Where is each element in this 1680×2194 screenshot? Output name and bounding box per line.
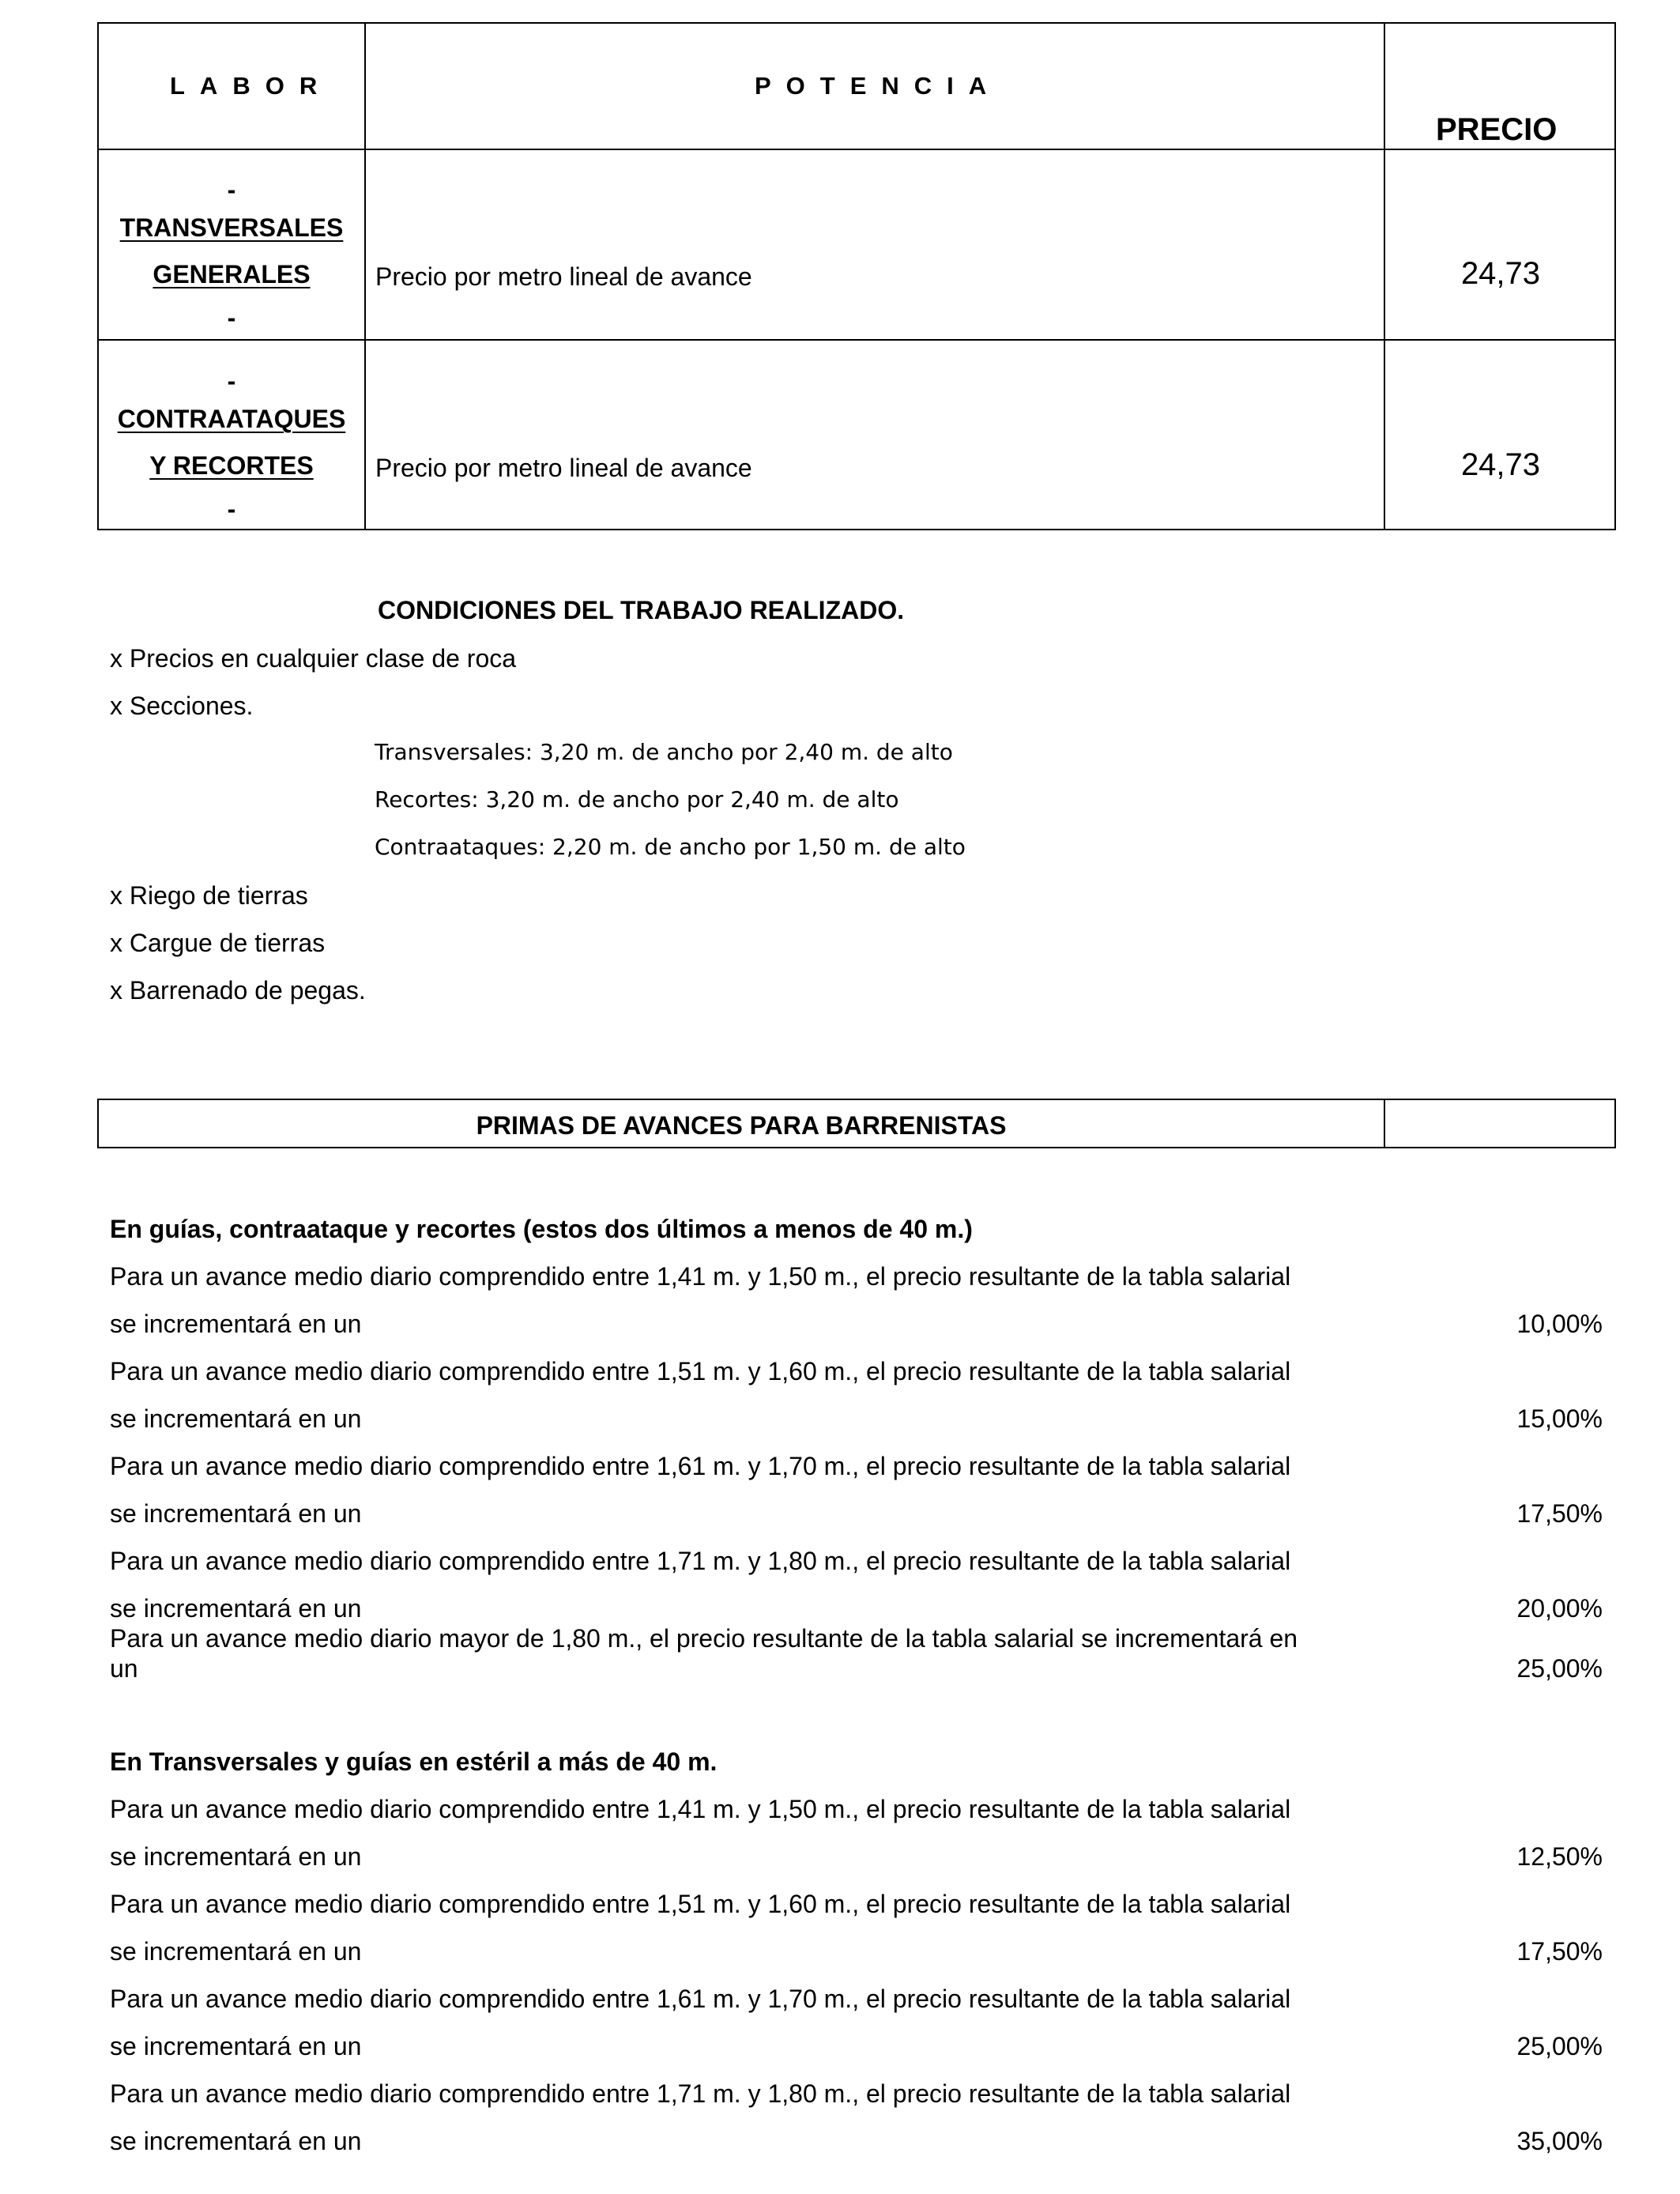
entry-percentage: 35,00% [1516,2127,1603,2155]
conditions-title: CONDICIONES DEL TRABAJO REALIZADO. [378,596,905,624]
group-heading: En guías, contraataque y recortes (estos dos últimos a menos de 40 m.) [110,1215,973,1243]
labor-name: TRANSVERSALES [119,213,344,242]
entry-line: se incrementará en un [110,1842,362,1871]
row-divider [99,339,1614,341]
dash: - [227,495,236,523]
primas-table [97,1099,1616,1148]
row-description: Precio por metro lineal de avance [375,454,752,482]
entry-percentage: 12,50% [1516,1842,1603,1871]
group-heading: En Transversales y guías en estéril a más de 40 m. [110,1747,718,1776]
entry-percentage: 20,00% [1516,1594,1603,1623]
labor-name: Y RECORTES [149,451,314,480]
entry-line: Para un avance medio diario comprendido entre 1,41 m. y 1,50 m., el precio resultante de la tabla salarial [110,1795,1291,1823]
entry-percentage: 25,00% [1516,1654,1603,1683]
section-spec: Transversales: 3,20 m. de ancho por 2,40 m. de alto [375,739,953,765]
header-labor: LABOR [170,72,333,100]
entry-percentage: 17,50% [1516,1937,1603,1966]
entry-line: Para un avance medio diario comprendido entre 1,51 m. y 1,60 m., el precio resultante de la tabla salarial [110,1890,1291,1918]
entry-line: se incrementará en un [110,2032,362,2060]
labor-cell [99,367,364,525]
conditions-item: x Riego de tierras [110,881,308,910]
section-spec: Recortes: 3,20 m. de ancho por 2,40 m. de alto [375,786,899,812]
column-divider [364,24,366,529]
entry-line: se incrementará en un [110,1937,362,1966]
entry-percentage: 15,00% [1516,1404,1603,1433]
dash: - [227,367,236,395]
price-table [97,22,1616,530]
conditions-item: x Precios en cualquier clase de roca [110,644,517,673]
labor-name: CONTRAATAQUES [117,405,346,433]
entry-line: se incrementará en un [110,1594,362,1623]
entry-line: Para un avance medio diario comprendido entre 1,61 m. y 1,70 m., el precio resultante de la tabla salarial [110,1452,1291,1480]
entry-line: se incrementará en un [110,1499,362,1528]
row-price: 24,73 [1460,447,1541,482]
dash: - [227,175,236,204]
column-divider [1384,1100,1385,1147]
entry-line: Para un avance medio diario comprendido entre 1,41 m. y 1,50 m., el precio resultante de la tabla salarial [110,1262,1291,1291]
row-divider [99,149,1614,150]
primas-title: PRIMAS DE AVANCES PARA BARRENISTAS [476,1111,1007,1140]
dash: - [227,303,236,332]
entry-line: se incrementará en un [110,1310,362,1338]
header-precio: PRECIO [1436,112,1558,147]
entry-line: se incrementará en un [110,2127,362,2155]
entry-line: se incrementará en un [110,1404,362,1433]
labor-cell [99,175,364,334]
entry-line: Para un avance medio diario comprendido entre 1,71 m. y 1,80 m., el precio resultante de la tabla salarial [110,2079,1291,2108]
conditions-item: x Secciones. [110,692,254,720]
row-description: Precio por metro lineal de avance [375,262,752,291]
entry-line: un [110,1654,138,1683]
conditions-item: x Barrenado de pegas. [110,976,366,1005]
entry-line: Para un avance medio diario mayor de 1,80 m., el precio resultante de la tabla salarial se incrementará en [110,1624,1298,1653]
entry-line: Para un avance medio diario comprendido entre 1,51 m. y 1,60 m., el precio resultante de la tabla salarial [110,1357,1291,1385]
section-spec: Contraataques: 2,20 m. de ancho por 1,50 m. de alto [375,834,966,860]
row-price: 24,73 [1460,256,1541,291]
labor-name: GENERALES [153,260,311,288]
entry-percentage: 10,00% [1516,1310,1603,1338]
conditions-item: x Cargue de tierras [110,929,326,957]
entry-percentage: 25,00% [1516,2032,1603,2060]
header-potencia: POTENCIA [755,72,1002,100]
entry-line: Para un avance medio diario comprendido entre 1,61 m. y 1,70 m., el precio resultante de la tabla salarial [110,1985,1291,2013]
entry-percentage: 17,50% [1516,1499,1603,1528]
entry-line: Para un avance medio diario comprendido entre 1,71 m. y 1,80 m., el precio resultante de la tabla salarial [110,1547,1291,1575]
